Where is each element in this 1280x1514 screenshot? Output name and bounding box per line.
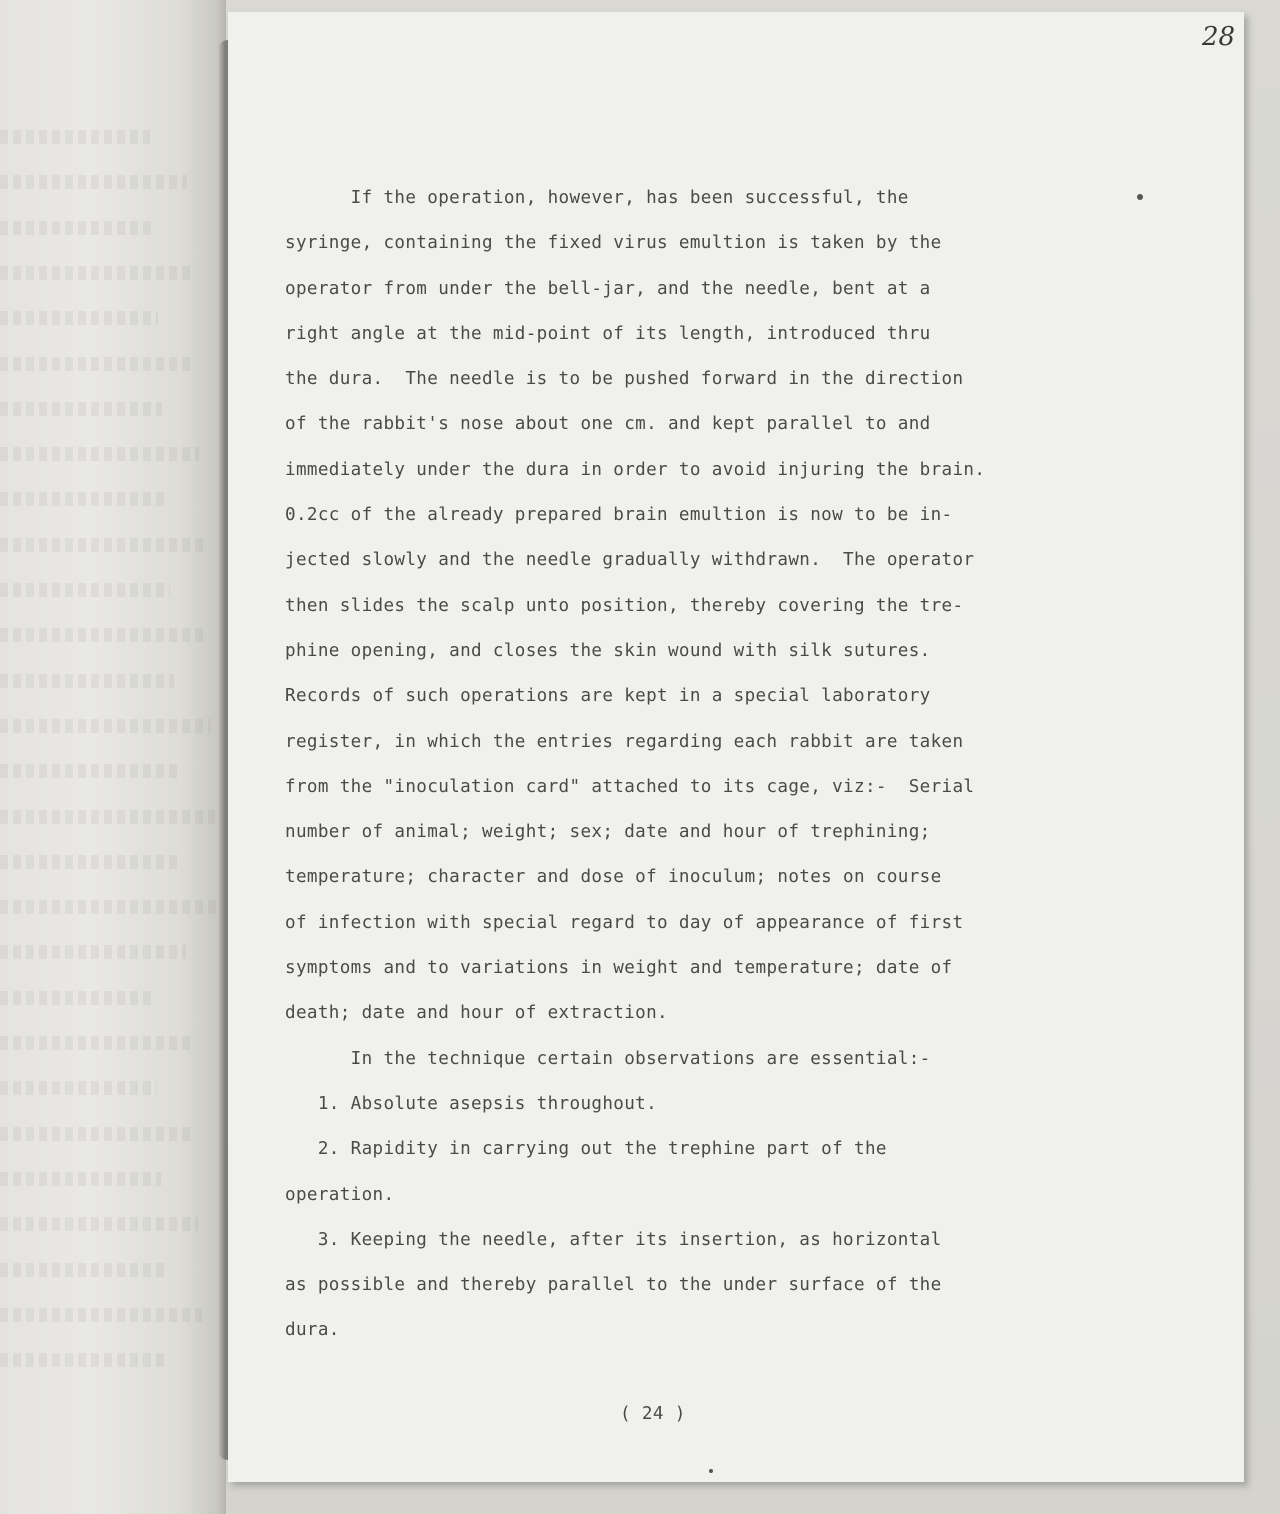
text-line: right angle at the mid-point of its length, introduced thru [285,323,931,344]
show-through-line [0,900,219,914]
text-line: immediately under the dura in order to avoid injuring the brain. [285,459,986,480]
text-line: register, in which the entries regarding each rabbit are taken [285,731,964,752]
text-line: dura. [285,1320,340,1341]
show-through-line [0,810,215,824]
show-through-line [0,1308,202,1322]
show-through-line [0,674,174,688]
text-line: symptoms and to variations in weight and temperature; date of [285,958,953,979]
text-line: the dura. The needle is to be pushed forward in the direction [285,369,964,390]
show-through-line [0,945,186,959]
show-through-line [0,1263,165,1277]
show-through-line [0,492,166,506]
text-line: 3. Keeping the needle, after its insertion, as horizontal [285,1229,942,1250]
text-line: If the operation, however, has been successful, the [285,188,909,208]
show-through-line [0,1127,194,1141]
show-through-line [0,628,207,642]
typed-body-text [285,176,1185,1354]
show-through-line [0,1217,198,1231]
show-through-line [0,719,211,733]
text-line: Records of such operations are kept in a special laboratory [285,686,931,707]
show-through-line [0,1353,169,1367]
show-through-line [0,1172,161,1186]
ink-dot-bottom [709,1469,713,1473]
show-through-line [0,266,191,280]
text-line: as possible and thereby parallel to the under surface of the [285,1275,942,1296]
text-line: of the rabbit's nose about one cm. and kept parallel to and [285,414,931,435]
text-line: 2. Rapidity in carrying out the trephine part of the [285,1139,887,1160]
text-line: phine opening, and closes the skin wound with silk sutures. [285,640,931,661]
text-line: 1. Absolute asepsis throughout. [285,1093,658,1114]
text-line: operator from under the bell-jar, and the needle, bent at a [285,278,931,299]
show-through-line [0,583,170,597]
show-through-line [0,991,153,1005]
show-through-line [0,357,195,371]
text-line: number of animal; weight; sex; date and hour of trephining; [285,822,931,843]
show-through-line [0,764,178,778]
show-through-line [0,447,199,461]
text-line: temperature; character and dose of inoculum; notes on course [285,867,942,888]
text-line: In the technique certain observations are essential:- [285,1048,931,1069]
text-line: jected slowly and the needle gradually withdrawn. The operator [285,550,975,571]
text-line: 0.2cc of the already prepared brain emultion is now to be in- [285,505,953,526]
text-line: of infection with special regard to day of appearance of first [285,912,964,933]
text-line: operation. [285,1184,395,1205]
show-through-line [0,402,162,416]
text-line: then slides the scalp unto position, thereby covering the tre- [285,595,964,616]
show-through-line [0,175,187,189]
show-through-line [0,855,182,869]
show-through-line [0,311,158,325]
show-through-line [0,1036,190,1050]
previous-page-edge [0,0,226,1514]
show-through-line [0,538,203,552]
show-through-line [0,1081,157,1095]
text-line: from the "inoculation card" attached to its cage, viz:- Serial [285,776,975,797]
show-through-line [0,130,150,144]
handwritten-page-number: 28 [1202,22,1236,52]
text-line: syringe, containing the fixed virus emultion is taken by the [285,233,942,254]
show-through-line [0,221,154,235]
text-line: death; date and hour of extraction. [285,1003,668,1024]
footer-page-number: ( 24 ) [620,1404,686,1424]
